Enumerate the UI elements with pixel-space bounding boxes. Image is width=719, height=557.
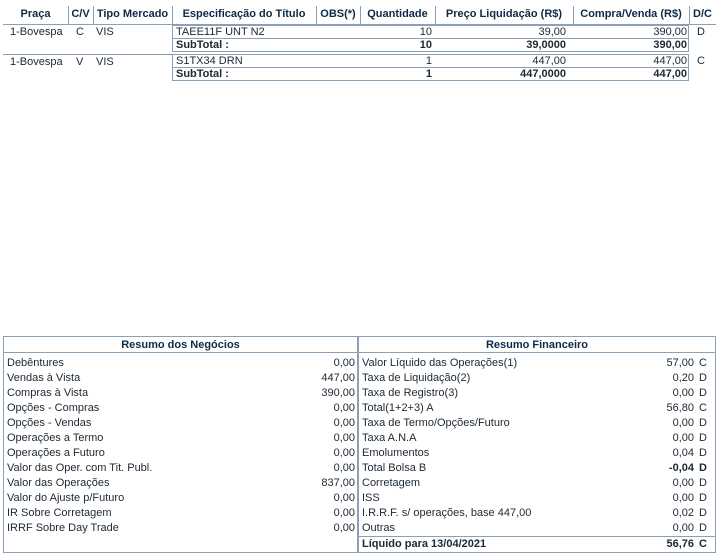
resumo-negocios-label: Debêntures: [7, 357, 64, 369]
resumo-financeiro-value: -0,04: [668, 462, 694, 474]
resumo-negocios-value: 0,00: [333, 522, 355, 534]
resumo-financeiro-dc: D: [699, 417, 707, 429]
group-divider: [3, 54, 172, 55]
resumo-negocios-row: [7, 356, 355, 371]
resumo-financeiro-header-divider: [358, 352, 716, 353]
subtotal-compra-venda: 390,00: [653, 39, 687, 51]
resumo-financeiro-dc: D: [699, 432, 707, 444]
resumo-financeiro-label: Emolumentos: [362, 447, 430, 459]
trade-praca: 1-Bovespa: [10, 56, 63, 68]
trade-especificacao: S1TX34 DRN: [176, 55, 243, 67]
resumo-financeiro-value: 0,00: [672, 492, 694, 504]
resumo-negocios-label: Opções - Compras: [7, 402, 100, 414]
resumo-negocios-row: [7, 371, 355, 386]
subtotal-quantidade: 10: [419, 39, 432, 51]
resumo-negocios-row: [7, 416, 355, 431]
subtotal-preco: 39,0000: [526, 39, 566, 51]
resumo-financeiro-row: [362, 416, 712, 431]
resumo-negocios-row: [7, 446, 355, 461]
resumo-negocios-label: Vendas à Vista: [7, 372, 81, 384]
resumo-financeiro-dc: D: [699, 477, 707, 489]
trade-preco: 447,00: [532, 55, 566, 67]
resumo-financeiro-row: [362, 461, 712, 476]
resumo-financeiro-label: Taxa de Termo/Opções/Futuro: [362, 417, 510, 429]
trade-tipo-mercado: VIS: [96, 56, 114, 68]
resumo-negocios-label: Operações a Termo: [7, 432, 104, 444]
subtotal-compra-venda: 447,00: [653, 68, 687, 80]
trade-especificacao: TAEE11F UNT N2: [176, 26, 265, 38]
resumo-financeiro-row: [362, 431, 712, 446]
resumo-negocios-label: IRRF Sobre Day Trade: [7, 522, 119, 534]
resumo-negocios-row: [7, 521, 355, 536]
resumo-negocios-label: Valor das Oper. com Tit. Publ.: [7, 462, 153, 474]
header-especificacao: Especificação do Título: [182, 8, 306, 20]
resumo-negocios-row: [7, 461, 355, 476]
resumo-negocios-value: 390,00: [321, 387, 355, 399]
resumo-financeiro-label: ISS: [362, 492, 380, 504]
resumo-negocios-row: [7, 476, 355, 491]
liquido-value: 56,76: [666, 538, 694, 550]
resumo-negocios-value: 447,00: [321, 372, 355, 384]
resumo-financeiro-label: Corretagem: [362, 477, 421, 489]
resumo-financeiro-row: [362, 401, 712, 416]
resumo-negocios-label: Operações a Futuro: [7, 447, 105, 459]
resumo-negocios-row: [7, 386, 355, 401]
resumo-financeiro-label: I.R.R.F. s/ operações, base 447,00: [362, 507, 532, 519]
trade-quantidade: 10: [419, 26, 432, 38]
subtotal-label: SubTotal :: [176, 68, 229, 80]
resumo-negocios-value: 0,00: [333, 417, 355, 429]
trade-compra-venda: 447,00: [653, 55, 687, 67]
resumo-financeiro-row: [362, 446, 712, 461]
trade-quantidade: 1: [425, 55, 432, 67]
resumo-negocios-row: [7, 506, 355, 521]
resumo-financeiro-value: 0,00: [672, 387, 694, 399]
resumo-financeiro-dc: D: [699, 507, 707, 519]
resumo-financeiro-label: Taxa A.N.A: [362, 432, 417, 444]
trade-cv: C: [76, 26, 84, 38]
subtotal-quantidade: 1: [425, 68, 432, 80]
resumo-financeiro-row: [362, 491, 712, 506]
resumo-negocios-value: 0,00: [333, 507, 355, 519]
resumo-negocios-label: Valor do Ajuste p/Futuro: [7, 492, 125, 504]
resumo-negocios-label: Valor das Operações: [7, 477, 110, 489]
resumo-financeiro-dc: D: [699, 522, 707, 534]
resumo-negocios-label: Opções - Vendas: [7, 417, 92, 429]
resumo-financeiro-label: Total Bolsa B: [362, 462, 427, 474]
resumo-financeiro-dc: D: [699, 372, 707, 384]
trade-cv: V: [76, 56, 84, 68]
subtotal-label: SubTotal :: [176, 39, 229, 51]
header-dc: D/C: [693, 8, 712, 20]
trade-compra-venda: 390,00: [653, 26, 687, 38]
resumo-financeiro-label: Taxa de Registro(3): [362, 387, 458, 399]
resumo-financeiro-label: Valor Líquido das Operações(1): [362, 357, 518, 369]
resumo-financeiro-value: 0,02: [672, 507, 694, 519]
header-tipo-mercado: Tipo Mercado: [96, 8, 169, 20]
resumo-negocios-value: 837,00: [321, 477, 355, 489]
resumo-negocios-row: [7, 401, 355, 416]
header-cv: C/V: [71, 8, 90, 20]
resumo-financeiro-dc: C: [699, 402, 707, 414]
resumo-financeiro-row: [362, 356, 712, 371]
resumo-financeiro-dc: D: [699, 492, 707, 504]
liquido-row: [362, 537, 712, 552]
header-praca: Praça: [20, 8, 51, 20]
resumo-negocios-title: Resumo dos Negócios: [121, 339, 240, 351]
resumo-financeiro-label: Outras: [362, 522, 396, 534]
resumo-financeiro-value: 0,00: [672, 417, 694, 429]
resumo-financeiro-value: 0,04: [672, 447, 694, 459]
resumo-financeiro-dc: D: [699, 447, 707, 459]
resumo-financeiro-dc: D: [699, 387, 707, 399]
resumo-financeiro-row: [362, 476, 712, 491]
resumo-negocios-row: [7, 491, 355, 506]
trade-dc: C: [697, 55, 705, 67]
resumo-negocios-value: 0,00: [333, 402, 355, 414]
resumo-financeiro-row: [362, 506, 712, 521]
resumo-negocios-value: 0,00: [333, 462, 355, 474]
trade-preco: 39,00: [538, 26, 566, 38]
header-quantidade: Quantidade: [367, 8, 428, 20]
liquido-label: Líquido para 13/04/2021: [362, 538, 487, 550]
resumo-negocios-value: 0,00: [333, 492, 355, 504]
trade-dc: D: [697, 26, 705, 38]
resumo-financeiro-title: Resumo Financeiro: [485, 339, 589, 351]
resumo-financeiro-row: [362, 386, 712, 401]
resumo-financeiro-value: 0,00: [672, 477, 694, 489]
header-compra-venda: Compra/Venda (R$): [580, 8, 682, 20]
resumo-financeiro-dc: D: [699, 462, 707, 474]
trade-tipo-mercado: VIS: [96, 26, 114, 38]
resumo-negocios-value: 0,00: [333, 432, 355, 444]
resumo-negocios-value: 0,00: [333, 447, 355, 459]
resumo-financeiro-row: [362, 521, 712, 536]
resumo-financeiro-label: Total(1+2+3) A: [362, 402, 434, 414]
resumo-negocios-label: Compras à Vista: [7, 387, 89, 399]
resumo-financeiro-label: Taxa de Liquidação(2): [362, 372, 471, 384]
resumo-financeiro-value: 0,20: [672, 372, 694, 384]
resumo-negocios-value: 0,00: [333, 357, 355, 369]
resumo-financeiro-value: 56,80: [666, 402, 694, 414]
resumo-negocios-label: IR Sobre Corretagem: [7, 507, 112, 519]
trade-praca: 1-Bovespa: [10, 26, 63, 38]
resumo-negocios-row: [7, 431, 355, 446]
liquido-dc: C: [699, 538, 707, 550]
resumo-negocios-header-divider: [3, 352, 358, 353]
resumo-financeiro-value: 0,00: [672, 432, 694, 444]
subtotal-preco: 447,0000: [520, 68, 566, 80]
resumo-financeiro-value: 57,00: [666, 357, 694, 369]
resumo-financeiro-value: 0,00: [672, 522, 694, 534]
header-preco: Preço Liquidação (R$): [445, 8, 563, 20]
resumo-financeiro-dc: C: [699, 357, 707, 369]
header-obs: OBS(*): [320, 8, 356, 20]
resumo-financeiro-row: [362, 371, 712, 386]
